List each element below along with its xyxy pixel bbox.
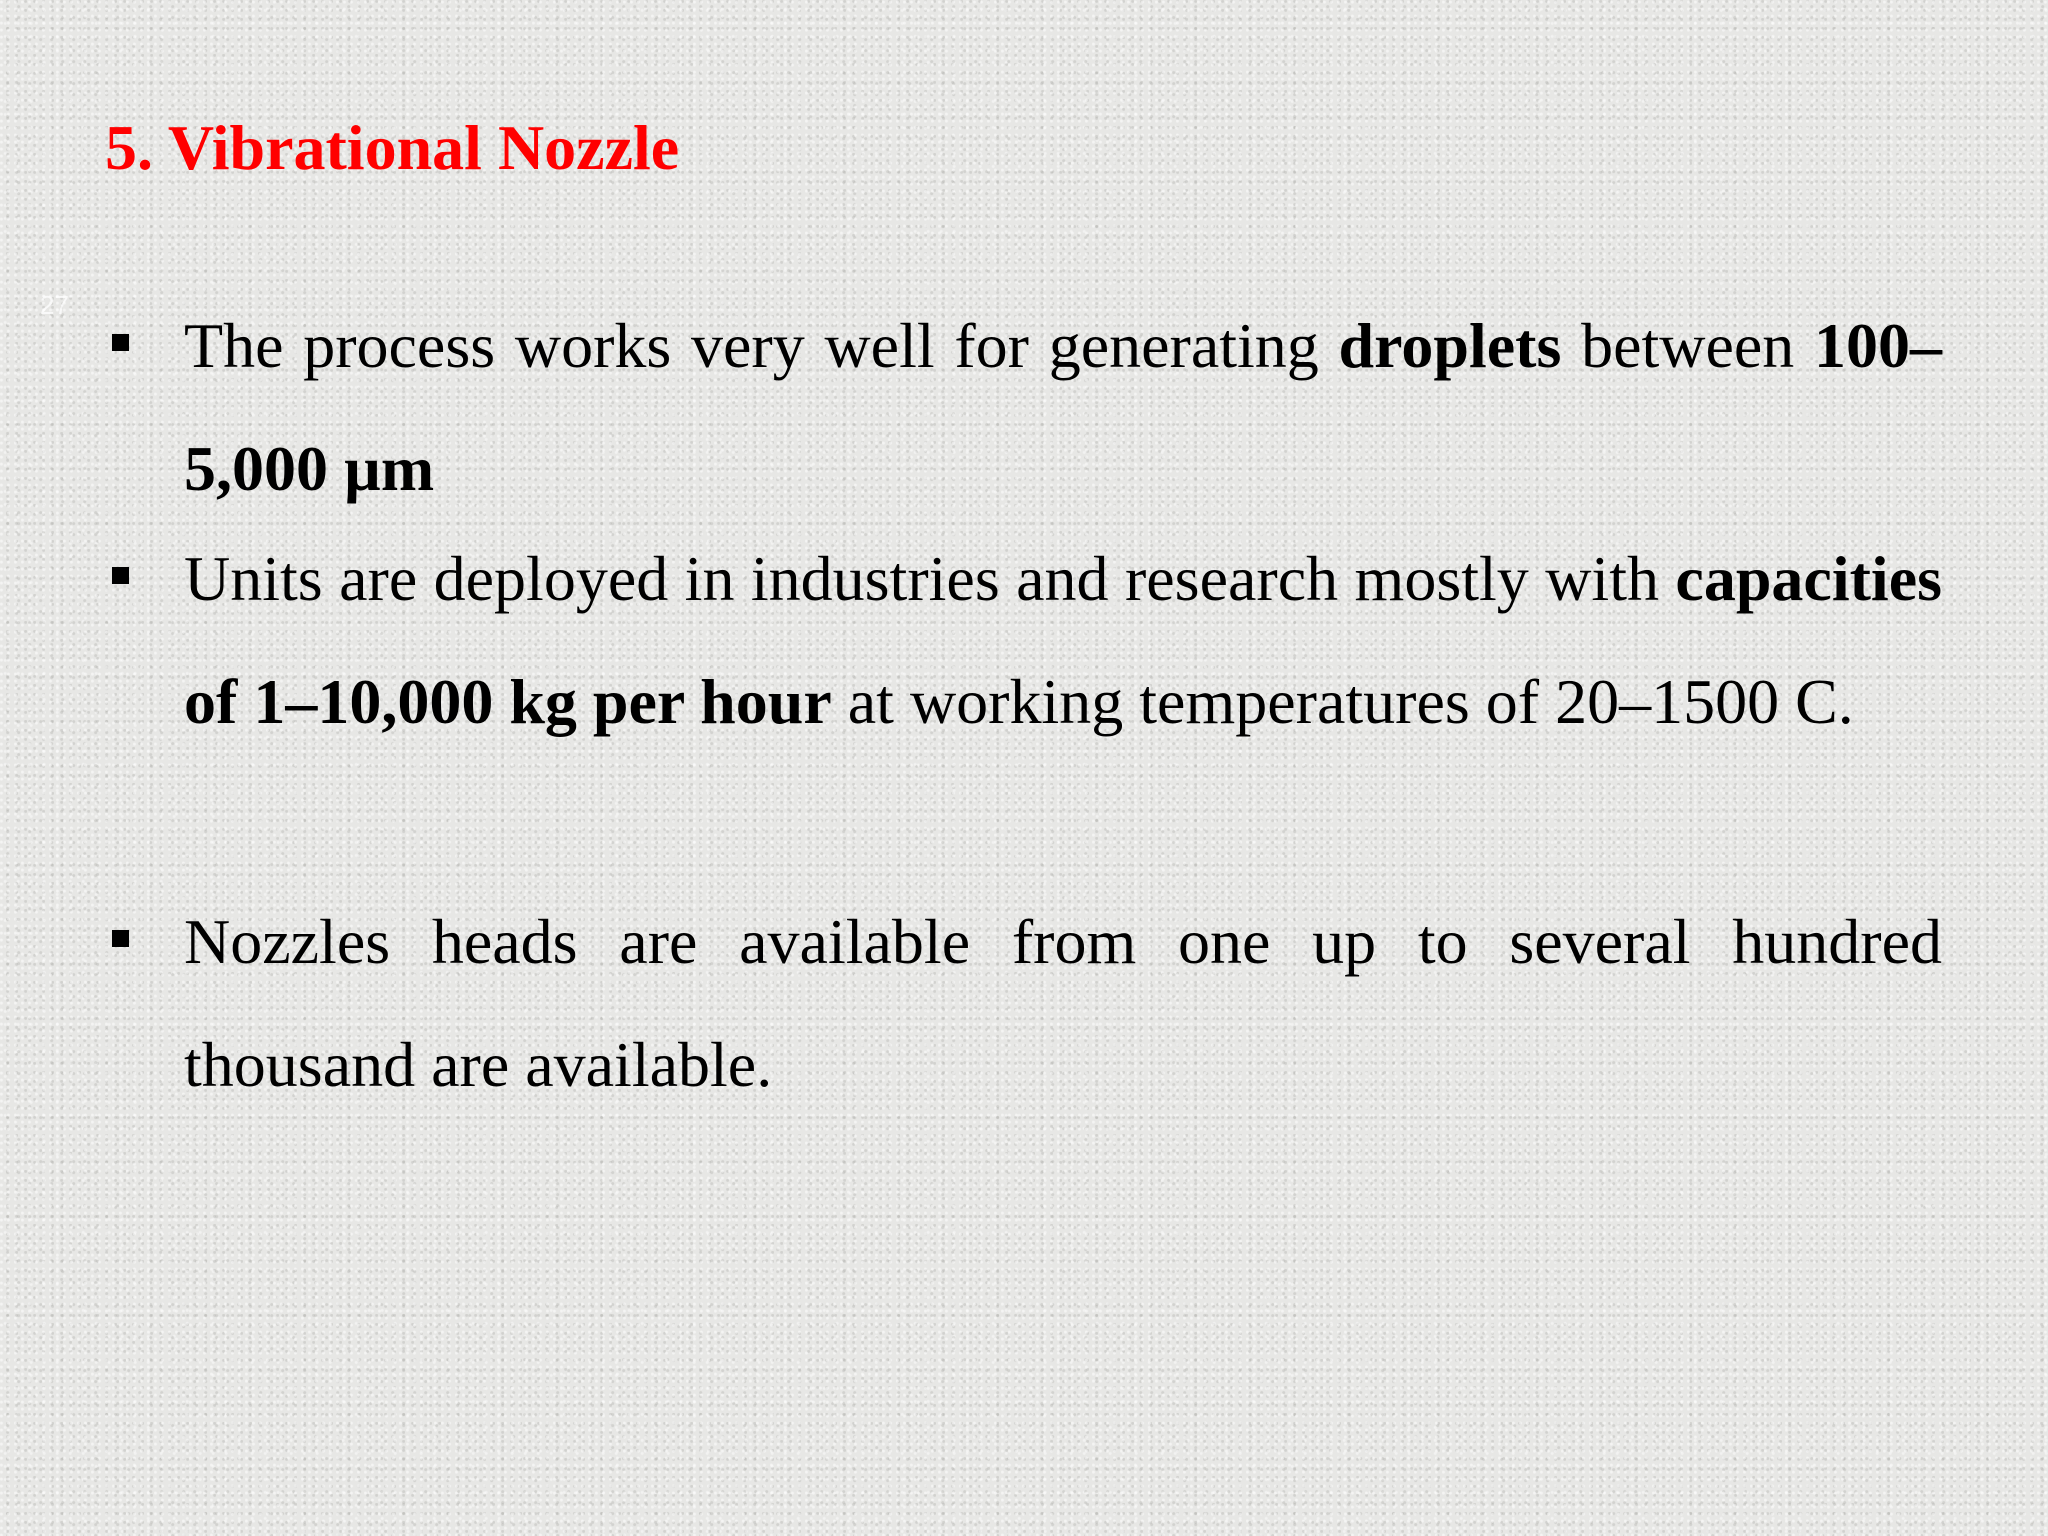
- bullet-item: [184, 517, 1942, 763]
- square-bullet-icon: [112, 334, 129, 351]
- bullet-item: [184, 284, 1942, 530]
- bullet-text: Units are deployed in industries and research mostly with: [184, 543, 1676, 614]
- square-bullet-icon: [112, 930, 129, 947]
- bullet-item: [184, 880, 1942, 1126]
- bullet-text: Nozzles heads are available from one up to several hundred thousand are available.: [184, 906, 1942, 1100]
- bullet-emphasis: capacities of 1–10,000 kg per hour: [184, 543, 1942, 737]
- bullet-emphasis: droplets: [1338, 310, 1562, 381]
- bullet-text: at working temperatures of 20–1500 C.: [831, 666, 1854, 737]
- slide-title: 5. Vibrational Nozzle: [105, 112, 680, 183]
- square-bullet-icon: [112, 567, 129, 584]
- bullet-text: between: [1561, 310, 1815, 381]
- bullet-text: The process works very well for generating: [184, 310, 1339, 381]
- page-number: 27: [40, 290, 69, 320]
- bullet-emphasis: 100–5,000 µm: [184, 310, 1943, 504]
